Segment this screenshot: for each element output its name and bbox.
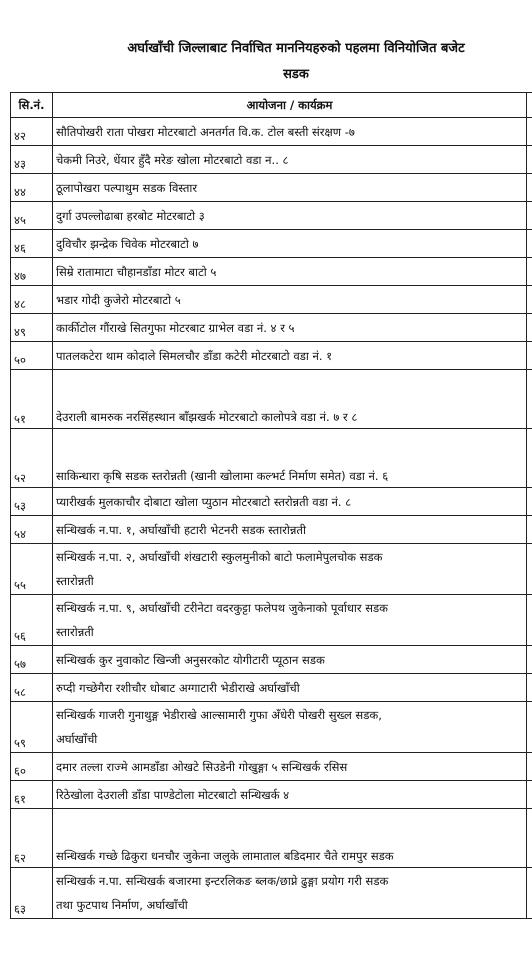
table-header-row <box>11 93 532 118</box>
extra-cell <box>527 342 532 370</box>
table-row <box>11 342 532 370</box>
table-row <box>11 544 532 595</box>
project-text: तथा फुटपाथ निर्माण, अर्घाखाँची <box>56 898 188 912</box>
serial-number-cell: ४३ <box>11 146 53 174</box>
project-text: सिम्रे रातामाटा चौहानडाँडा मोटर बाटो ५ <box>56 264 217 279</box>
extra-cell <box>527 370 532 429</box>
extra-cell <box>527 429 532 488</box>
extra-cell <box>527 753 532 781</box>
extra-cell <box>527 868 532 919</box>
table-row <box>11 809 532 868</box>
extra-cell <box>527 202 532 230</box>
project-cell <box>53 314 527 342</box>
serial-number-cell: ४८ <box>11 286 53 314</box>
extra-cell <box>527 781 532 809</box>
project-text: सन्धिखर्क न.पा. ९, अर्घाखाँची टरीनेटा वदरकुट्टा फलेपथ जुकेनाको पूर्वाधार सडक <box>56 601 388 615</box>
project-text: चेकमी निउरे, धेंयार हुँदै मरेङ खोला मोटरबाटो वडा न.. ८ <box>56 152 289 167</box>
project-cell <box>53 429 527 488</box>
project-text: सन्धिखर्क न.पा. सन्धिखर्क बजारमा इन्टरलिकङ ब्लक/छाप्ने ढुङ्गा प्रयोग गरी सडक <box>56 874 389 888</box>
serial-number-cell: ४५ <box>11 202 53 230</box>
serial-number-cell: ५३ <box>11 488 53 516</box>
serial-number-cell: ५५ <box>11 544 53 595</box>
document-title: अर्घाखाँची जिल्लाबाट निर्वाचित माननियहरुको पहलमा विनियोजित बजेट <box>127 41 465 56</box>
project-text: रुप्दी गच्छेगैरा रशीचौर धोबाट अग्गाटारी भेडीराखे अर्घाखाँची <box>56 680 300 695</box>
project-cell <box>53 230 527 258</box>
project-text: दमार तल्ला राज्मे आमडाँडा ओखटे सिउडेनी गोखुङ्गा ५ सन्धिखर्क रसिस <box>56 759 348 774</box>
project-text: भडार गोदी कुजेरो मोटरबाटो ५ <box>56 292 181 307</box>
serial-number-cell: ४४ <box>11 174 53 202</box>
project-text: साकिन्धारा कृषि सडक स्तरोन्नती (खानी खोलामा कल्भर्ट निर्माण समेत) वडा नं. ६ <box>56 469 389 483</box>
serial-number-cell: ५१ <box>11 370 53 429</box>
extra-cell <box>527 118 532 146</box>
extra-cell <box>527 702 532 753</box>
project-text: सन्धिखर्क कुर नुवाकोट खिन्जी अनुसरकोट योगीटारी प्यूठान सडक <box>56 652 325 667</box>
project-text: ठूलापोखरा पल्पाथुम सडक विस्तार <box>56 180 198 195</box>
project-text: स्तारोन्नती <box>56 625 94 639</box>
table-row <box>11 488 532 516</box>
project-cell <box>53 674 527 702</box>
project-cell <box>53 702 527 753</box>
extra-cell <box>527 286 532 314</box>
project-text: दुर्गा उपल्लोढाबा हरबोट मोटरबाटो ३ <box>56 208 205 223</box>
project-cell <box>53 342 527 370</box>
project-text: पातलकटेरा थाम कोदाले सिमलचौर डाँडा कटेरी मोटरबाटो वडा नं. १ <box>56 348 333 363</box>
project-cell <box>53 174 527 202</box>
serial-number-cell: ६१ <box>11 781 53 809</box>
serial-number-cell: ५० <box>11 342 53 370</box>
project-text: सन्धिखर्क गाजरी गुनाथुङ्ग भेडीराखे आल्सामारी गुफा अँधेरी पोखरी सुख्ल सडक, <box>56 708 382 722</box>
table-row <box>11 646 532 674</box>
project-cell <box>53 646 527 674</box>
project-text: अर्घाखाँची <box>56 732 98 746</box>
project-cell <box>53 868 527 919</box>
table-row <box>11 230 532 258</box>
extra-cell <box>527 314 532 342</box>
project-text: सन्धिखर्क न.पा. २, अर्घाखाँची शंखटारी स्कुलमुनीको बाटो फलामेपुलचोक सडक <box>56 550 383 564</box>
extra-cell <box>527 674 532 702</box>
table-row <box>11 595 532 646</box>
table-row <box>11 868 532 919</box>
table-row <box>11 674 532 702</box>
serial-number-cell: ५२ <box>11 429 53 488</box>
table-row <box>11 258 532 286</box>
serial-number-cell: ५६ <box>11 595 53 646</box>
serial-number-cell: ५७ <box>11 646 53 674</box>
table-row <box>11 516 532 544</box>
table-row <box>11 286 532 314</box>
project-cell <box>53 118 527 146</box>
project-text: सन्धिखर्क गच्छे ढिकुरा धनचौर जुकेना जलुके लामाताल बडिदमार चैते रामपुर सडक <box>56 849 394 863</box>
table-row <box>11 174 532 202</box>
extra-cell <box>527 809 532 868</box>
extra-cell <box>527 146 532 174</box>
header-project: आयोजना / कार्यक्रम <box>53 93 527 118</box>
project-text: रिठेखोला देउराली डाँडा पाण्डेटोला मोटरबाटो सन्धिखर्क ४ <box>56 787 290 802</box>
header-extra <box>527 93 532 118</box>
table-row <box>11 781 532 809</box>
project-cell <box>53 595 527 646</box>
serial-number-cell: ६२ <box>11 809 53 868</box>
table-row <box>11 146 532 174</box>
serial-number-cell: ५९ <box>11 702 53 753</box>
serial-number-cell: ४९ <box>11 314 53 342</box>
project-text: स्तारोन्नती <box>56 574 94 588</box>
project-cell <box>53 146 527 174</box>
table-row <box>11 202 532 230</box>
extra-cell <box>527 230 532 258</box>
section-title: सडक <box>283 67 309 82</box>
serial-number-cell: ६० <box>11 753 53 781</box>
table-row <box>11 753 532 781</box>
project-cell <box>53 809 527 868</box>
project-cell <box>53 286 527 314</box>
serial-number-cell: ४६ <box>11 230 53 258</box>
project-cell <box>53 753 527 781</box>
project-text: देउराली बामरुक नरसिंहस्थान बाँझखर्क मोटरबाटो कालोपत्रे वडा नं. ७ र ८ <box>56 410 358 424</box>
table-row <box>11 314 532 342</box>
header-serial-number: सि.नं. <box>11 93 53 118</box>
project-cell <box>53 488 527 516</box>
budget-table <box>10 92 532 919</box>
project-text: सन्धिखर्क न.पा. १, अर्घाखाँची हटारी भेटनरी सडक स्तारोन्नती <box>56 522 306 537</box>
project-cell <box>53 516 527 544</box>
project-text: प्यारीखर्क मुलकाचौर दोबाटा खोला प्युठान मोटरबाटो स्तरोन्नती वडा नं. ८ <box>56 494 352 509</box>
serial-number-cell: ६३ <box>11 868 53 919</box>
project-cell <box>53 781 527 809</box>
table-row <box>11 702 532 753</box>
table-row <box>11 429 532 488</box>
table-row <box>11 118 532 146</box>
project-cell <box>53 370 527 429</box>
project-cell <box>53 202 527 230</box>
project-cell <box>53 544 527 595</box>
project-text: कार्कीटोल गौंराखे सितगुफा मोटरबाट ग्राभेल वडा नं. ४ र ५ <box>56 320 295 335</box>
extra-cell <box>527 488 532 516</box>
table-row <box>11 370 532 429</box>
extra-cell <box>527 595 532 646</box>
serial-number-cell: ५४ <box>11 516 53 544</box>
extra-cell <box>527 544 532 595</box>
extra-cell <box>527 516 532 544</box>
serial-number-cell: ५८ <box>11 674 53 702</box>
extra-cell <box>527 174 532 202</box>
extra-cell <box>527 646 532 674</box>
project-text: दुविचौर झन्द्रेक चिवेक मोटरबाटो ७ <box>56 236 199 251</box>
extra-cell <box>527 258 532 286</box>
project-cell <box>53 258 527 286</box>
serial-number-cell: ४७ <box>11 258 53 286</box>
project-text: सौतिपोखरी राता पोखरा मोटरबाटो अनतर्गत वि.क. टोल बस्ती संरक्षण -७ <box>56 124 355 139</box>
serial-number-cell: ४२ <box>11 118 53 146</box>
